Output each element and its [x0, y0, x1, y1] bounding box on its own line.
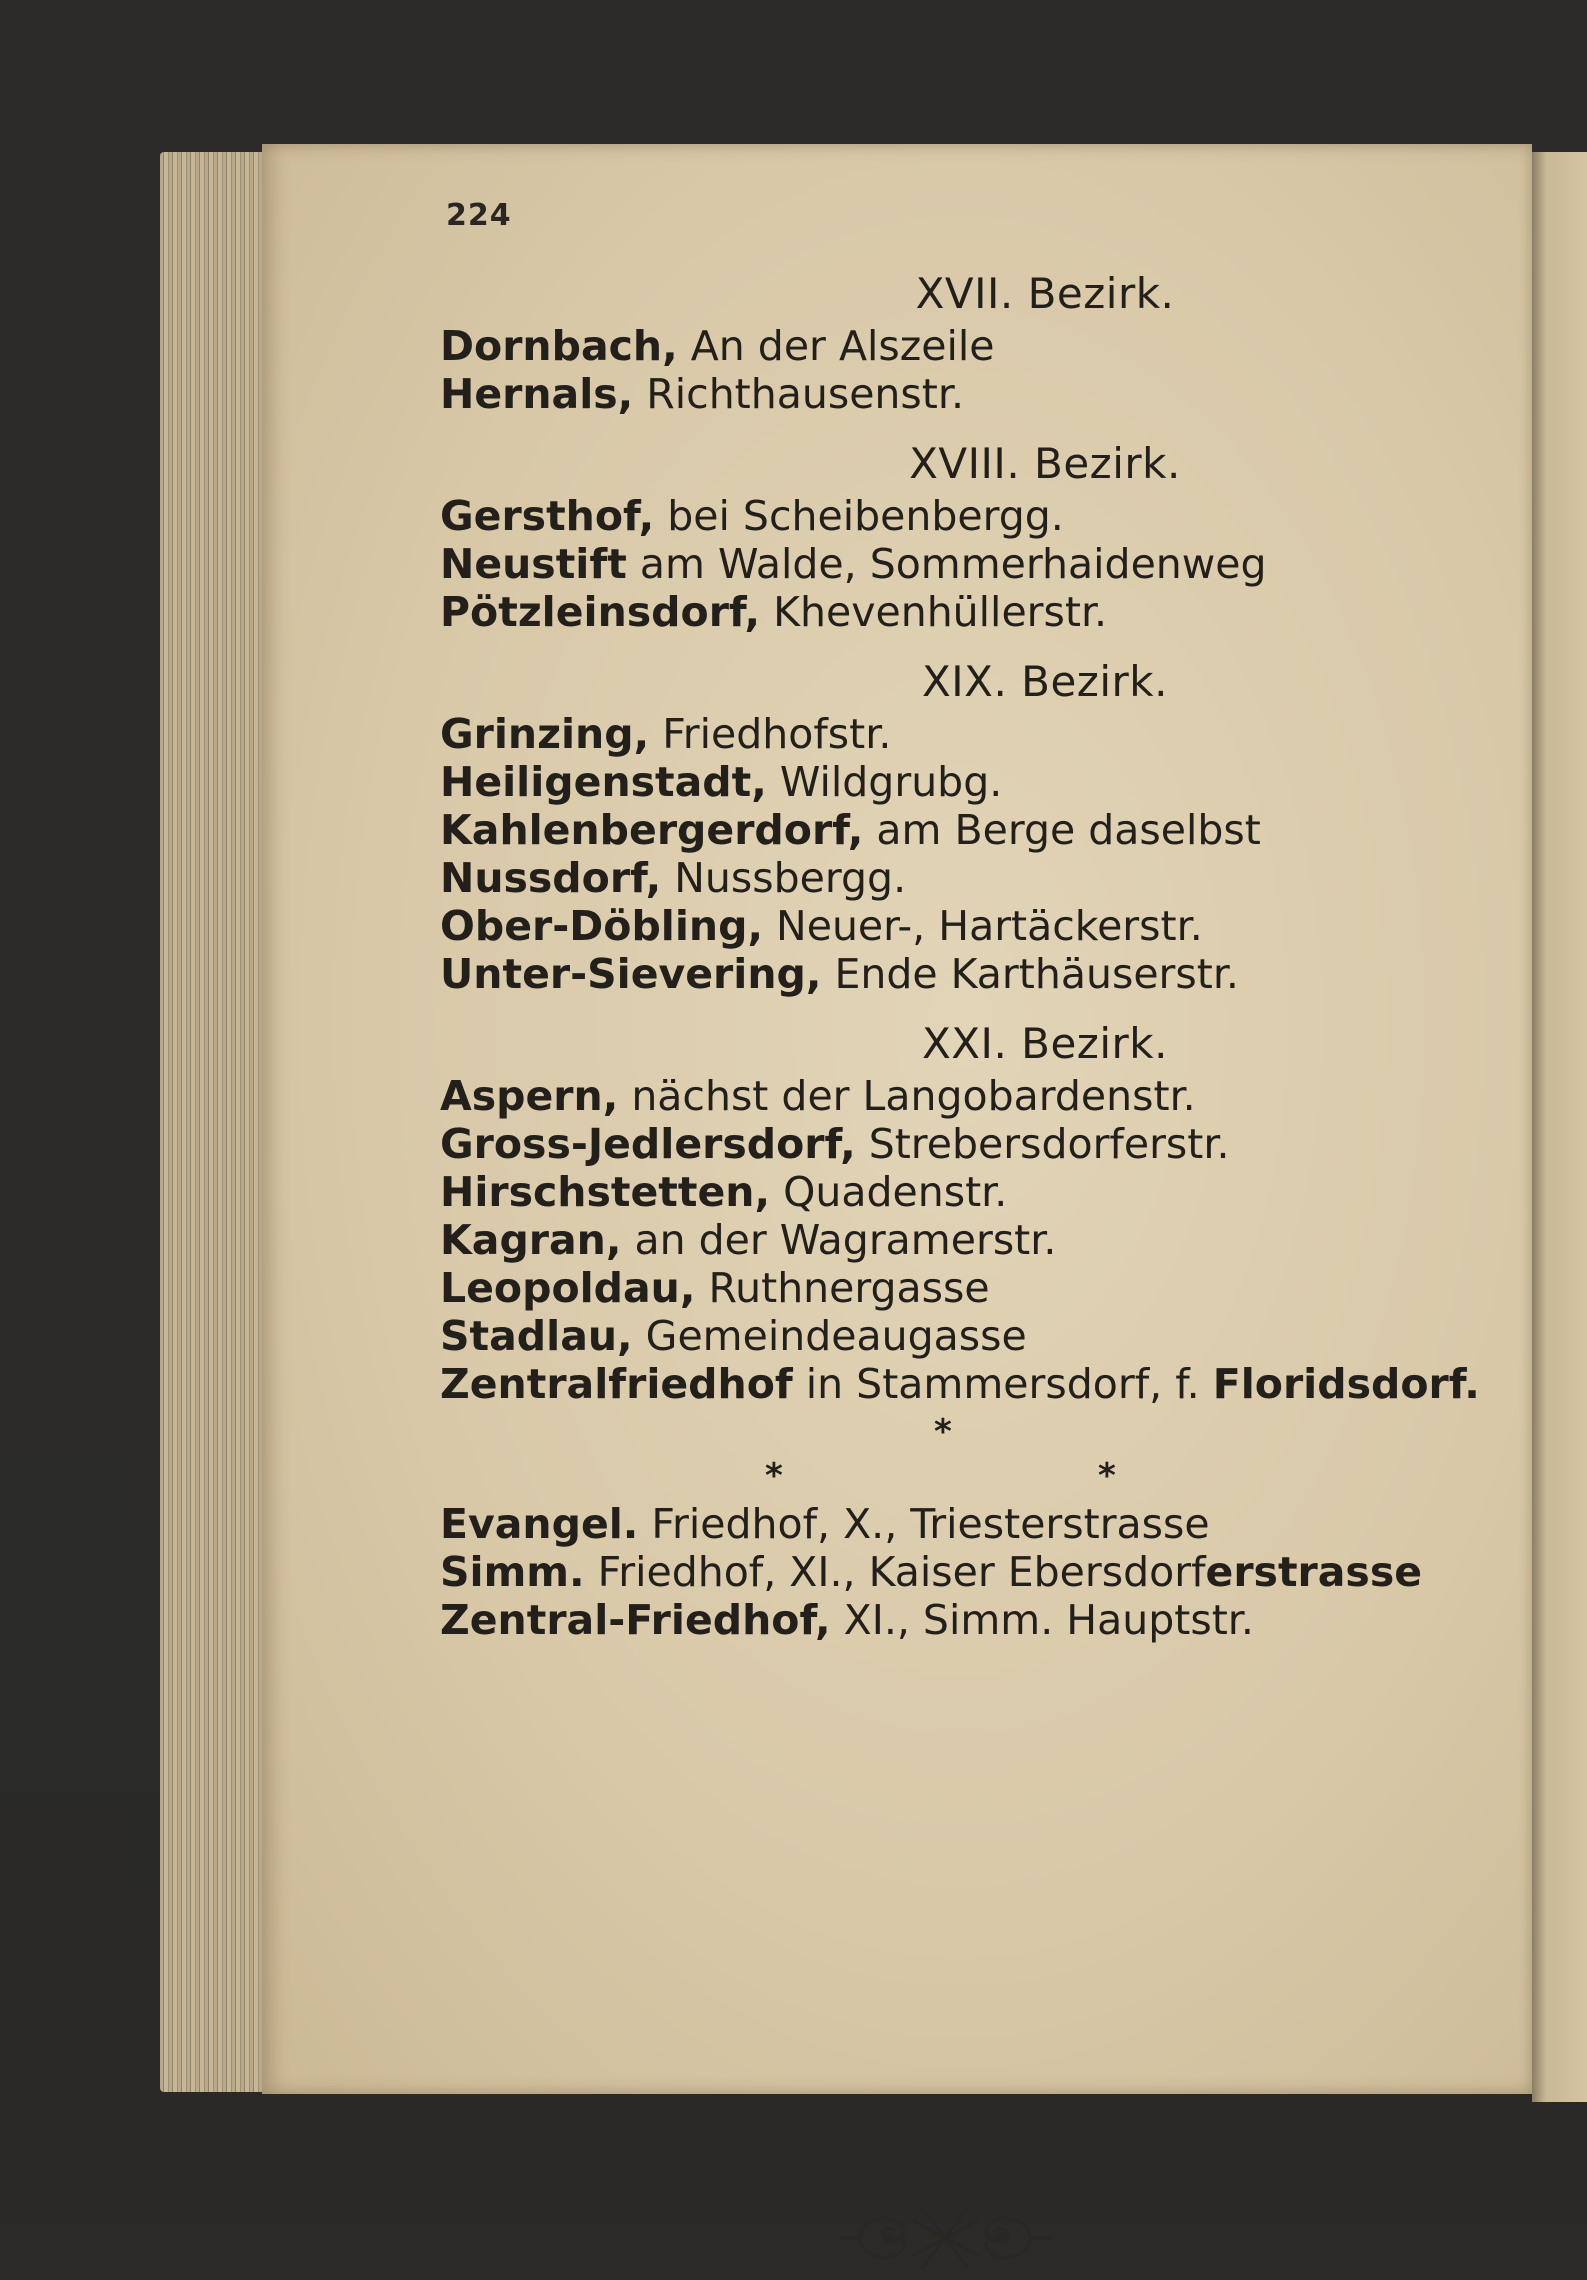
place-name: Kagran, — [440, 1216, 622, 1264]
place-name: Simm. — [440, 1548, 585, 1596]
star-glyph: * — [1098, 1456, 1116, 1496]
place-name: Grinzing, — [440, 710, 650, 758]
place-name: Hernals, — [440, 370, 634, 418]
location-text: Friedhof, XI., Kaiser Ebersdorf — [584, 1548, 1206, 1596]
place-name: Kahlenbergerdorf, — [440, 806, 864, 854]
place-name: Zentral-Friedhof, — [440, 1596, 831, 1644]
list-item — [440, 758, 1490, 806]
location-text-bold: erstrasse — [1205, 1548, 1423, 1596]
list-item — [440, 902, 1490, 950]
location-text: Friedhofstr. — [649, 710, 892, 758]
star-glyph: * — [765, 1456, 783, 1496]
location-text: Gemeindeaugasse — [632, 1312, 1027, 1360]
location-text: Wildgrubg. — [766, 758, 1003, 806]
place-name: Gross-Jedlersdorf, — [440, 1120, 856, 1168]
location-text: an der Wagramerstr. — [621, 1216, 1057, 1264]
location-text: nächst der Langobardenstr. — [618, 1072, 1196, 1120]
list-item — [440, 1500, 1490, 1548]
list-item — [440, 806, 1490, 854]
list-item — [440, 540, 1490, 588]
list-item — [440, 950, 1490, 998]
page-number: 224 — [446, 198, 512, 233]
ornament-vignette-icon — [840, 2200, 1050, 2280]
list-item — [440, 1596, 1490, 1644]
place-name: Ober-Döbling, — [440, 902, 764, 950]
location-text: Khevenhüllerstr. — [760, 588, 1108, 636]
place-name: Aspern, — [440, 1072, 619, 1120]
location-text: Richthausenstr. — [633, 370, 964, 418]
list-item — [440, 492, 1490, 540]
place-name: Heiligenstadt, — [440, 758, 767, 806]
place-name: Evangel. — [440, 1500, 639, 1548]
list-item — [440, 1360, 1490, 1408]
location-text: XI., Simm. Hauptstr. — [830, 1596, 1254, 1644]
page-content — [440, 270, 1490, 1644]
location-text: Nussbergg. — [661, 854, 907, 902]
place-name: Pötzleinsdorf, — [440, 588, 761, 636]
section-title-xix: XIX. Bezirk. — [922, 657, 1168, 706]
place-name: Nussdorf, — [440, 854, 662, 902]
location-text: Quadenstr. — [770, 1168, 1008, 1216]
asterism-divider — [440, 1408, 1490, 1500]
list-item — [440, 370, 1490, 418]
location-text: Neuer-, Hartäckerstr. — [763, 902, 1203, 950]
location-text: am Walde, Sommerhaidenweg — [626, 540, 1267, 588]
section-title-xviii: XVIII. Bezirk. — [909, 439, 1181, 488]
place-name: Stadlau, — [440, 1312, 633, 1360]
place-name: Leopoldau, — [440, 1264, 696, 1312]
list-item — [440, 1072, 1490, 1120]
place-name: Dornbach, — [440, 322, 678, 370]
list-item — [440, 322, 1490, 370]
place-name: Gersthof, — [440, 492, 655, 540]
location-text: An der Alszeile — [677, 322, 995, 370]
place-name: Unter-Sievering, — [440, 950, 822, 998]
list-item — [440, 588, 1490, 636]
place-name: Floridsdorf. — [1212, 1360, 1480, 1408]
place-name: Hirschstetten, — [440, 1168, 771, 1216]
list-item — [440, 1120, 1490, 1168]
location-text: Strebersdorferstr. — [855, 1120, 1230, 1168]
location-text: Ende Karthäuserstr. — [821, 950, 1239, 998]
list-item — [440, 710, 1490, 758]
facing-page-edge — [1532, 152, 1587, 2102]
list-item — [440, 1264, 1490, 1312]
location-text: in Stammersdorf, f. — [792, 1360, 1213, 1408]
list-item — [440, 1216, 1490, 1264]
location-text: am Berge daselbst — [863, 806, 1261, 854]
section-title-xxi: XXI. Bezirk. — [922, 1019, 1168, 1068]
location-text: Friedhof, X., Triesterstrasse — [638, 1500, 1210, 1548]
list-item — [440, 1168, 1490, 1216]
list-item — [440, 854, 1490, 902]
list-item — [440, 1312, 1490, 1360]
location-text: bei Scheibenbergg. — [654, 492, 1064, 540]
list-item — [440, 1548, 1490, 1596]
place-name: Neustift — [440, 540, 627, 588]
place-name: Zentralfriedhof — [440, 1360, 793, 1408]
location-text: Ruthnergasse — [695, 1264, 990, 1312]
section-title-xvii: XVII. Bezirk. — [915, 269, 1175, 318]
star-glyph: * — [934, 1412, 952, 1452]
